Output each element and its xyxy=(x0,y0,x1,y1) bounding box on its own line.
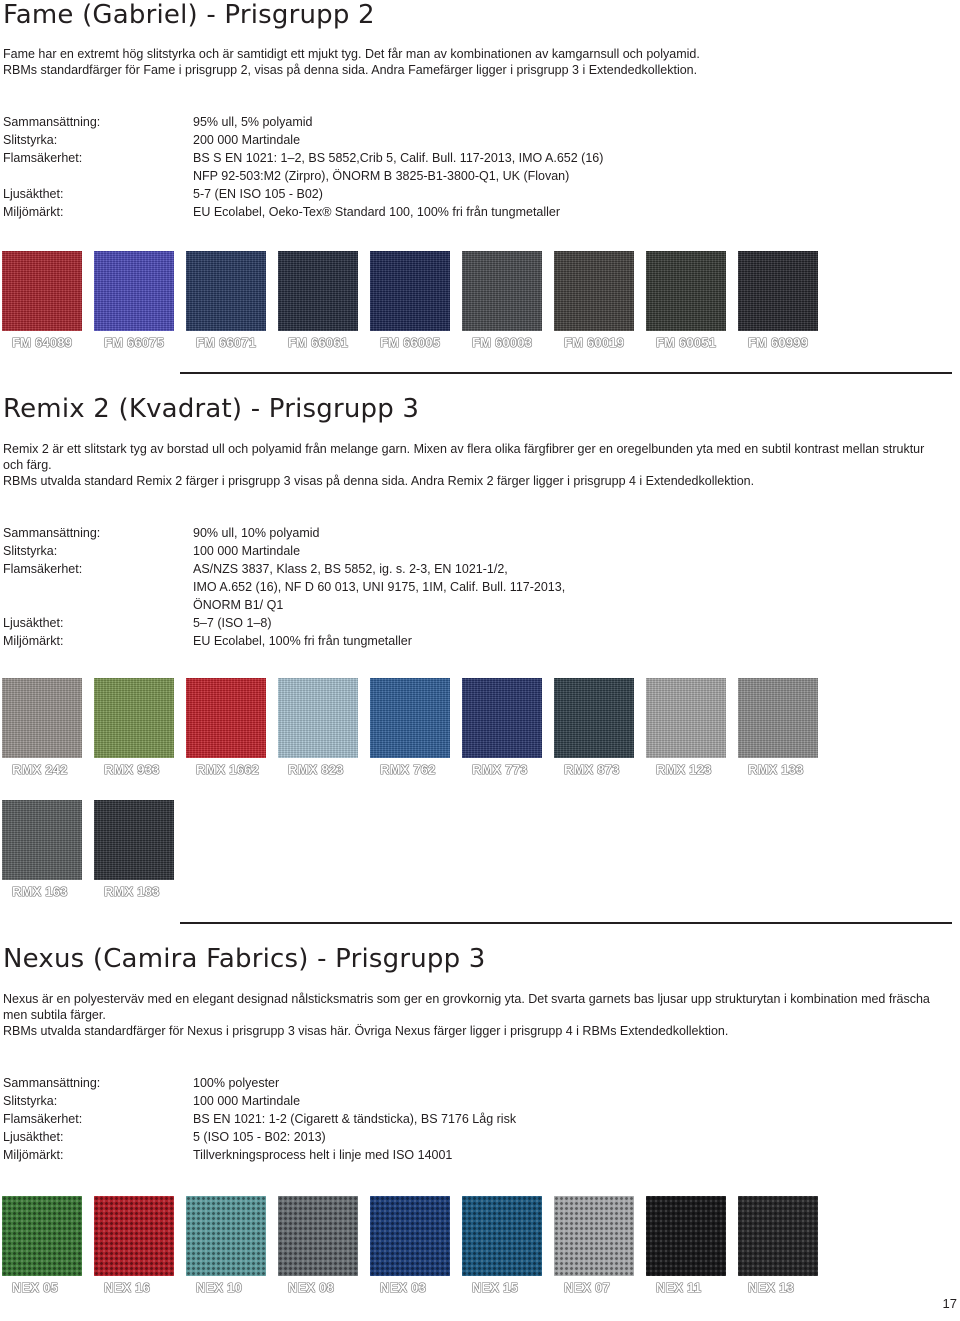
swatch-color xyxy=(646,678,726,758)
spec-value xyxy=(193,149,943,185)
spec-value xyxy=(193,113,943,131)
spec-value xyxy=(193,1128,943,1146)
swatch-color xyxy=(2,251,82,331)
spec-value xyxy=(193,560,943,614)
spec-label: Ljusäkthet: xyxy=(3,1130,64,1144)
swatch-color xyxy=(554,251,634,331)
spec-label: Sammansättning: xyxy=(3,1076,101,1090)
fabric-swatch xyxy=(94,1196,174,1295)
spec-value-line: BS EN 1021: 1-2 (Cigarett & tändsticka), BS 7176 Låg risk xyxy=(193,1112,517,1126)
swatch-code: RMX 183 xyxy=(104,884,160,899)
fabric-swatch xyxy=(94,678,174,777)
spec-value-line: 100 000 Martindale xyxy=(193,1094,301,1108)
swatch-code: RMX 823 xyxy=(288,762,344,777)
swatch-code: NEX 15 xyxy=(472,1280,519,1295)
spec-label: Slitstyrka: xyxy=(3,133,58,147)
fabric-swatch xyxy=(186,1196,266,1295)
swatch-color xyxy=(278,678,358,758)
swatch-code: RMX 773 xyxy=(472,762,528,777)
spec-row xyxy=(3,1092,943,1110)
spec-value xyxy=(193,185,943,203)
fabric-swatch xyxy=(278,1196,358,1295)
swatch-code: FM 66075 xyxy=(104,335,165,350)
swatch-color xyxy=(94,800,174,880)
spec-value-line: 5–7 (ISO 1–8) xyxy=(193,616,272,630)
spec-row xyxy=(3,542,943,560)
spec-value-line: ÖNORM B1/ Q1 xyxy=(193,598,284,612)
spec-label: Flamsäkerhet: xyxy=(3,1112,83,1126)
spec-label: Miljömärkt: xyxy=(3,634,64,648)
spec-row xyxy=(3,560,943,614)
swatch-code: RMX 1662 xyxy=(196,762,260,777)
spec-value-line: AS/NZS 3837, Klass 2, BS 5852, ig. s. 2-3, EN 1021-1/2, xyxy=(193,562,508,576)
swatch-code: NEX 08 xyxy=(288,1280,335,1295)
page-number: 17 xyxy=(942,1296,957,1311)
remix-title: Remix 2 (Kvadrat) - Prisgrupp 3 xyxy=(3,394,420,424)
swatch-color xyxy=(646,251,726,331)
swatch-color xyxy=(186,1196,266,1276)
fabric-swatch xyxy=(2,800,82,899)
swatch-code: NEX 07 xyxy=(564,1280,611,1295)
swatch-color xyxy=(370,678,450,758)
spec-label: Slitstyrka: xyxy=(3,544,58,558)
swatch-code: FM 60019 xyxy=(564,335,625,350)
spec-value xyxy=(193,203,943,221)
spec-value-line: 5-7 (EN ISO 105 - B02) xyxy=(193,187,323,201)
fabric-swatch xyxy=(554,1196,634,1295)
spec-value xyxy=(193,1092,943,1110)
fabric-swatch xyxy=(646,251,726,350)
spec-label: Flamsäkerhet: xyxy=(3,562,83,576)
fabric-swatch xyxy=(646,1196,726,1295)
swatch-color xyxy=(278,251,358,331)
nexus-specs xyxy=(3,1074,943,1164)
spec-label: Ljusäkthet: xyxy=(3,187,64,201)
swatch-code: NEX 05 xyxy=(12,1280,59,1295)
swatch-color xyxy=(2,678,82,758)
fame-desc-line: Fame har en extremt hög slitstyrka och är samtidigt ett mjukt tyg. Det får man av kombinationen av kamgarnsull och polyamid. xyxy=(3,47,700,61)
section-divider xyxy=(180,922,952,924)
fabric-swatch xyxy=(2,1196,82,1295)
swatch-code: FM 66005 xyxy=(380,335,441,350)
swatch-code: FM 60003 xyxy=(472,335,533,350)
fame-title: Fame (Gabriel) - Prisgrupp 2 xyxy=(3,0,375,30)
swatch-code: FM 60051 xyxy=(656,335,717,350)
fame-desc-line: RBMs standardfärger för Fame i prisgrupp 2, visas på denna sida. Andra Famefärger ligger i prisgrupp 3 i Extendedkollektion. xyxy=(3,63,698,77)
fabric-swatch xyxy=(462,678,542,777)
spec-label: Flamsäkerhet: xyxy=(3,151,83,165)
swatch-code: NEX 11 xyxy=(656,1280,702,1295)
fabric-swatch xyxy=(738,251,818,350)
spec-row xyxy=(3,614,943,632)
fame-specs xyxy=(3,113,943,221)
swatch-code: FM 66071 xyxy=(196,335,257,350)
fabric-swatch xyxy=(278,678,358,777)
swatch-color xyxy=(462,678,542,758)
swatch-color xyxy=(278,1196,358,1276)
swatch-code: RMX 163 xyxy=(12,884,68,899)
spec-row xyxy=(3,524,943,542)
swatch-color xyxy=(554,678,634,758)
spec-label: Sammansättning: xyxy=(3,115,101,129)
spec-row xyxy=(3,185,943,203)
swatch-code: FM 66061 xyxy=(288,335,349,350)
swatch-code: RMX 762 xyxy=(380,762,436,777)
swatch-code: RMX 123 xyxy=(656,762,712,777)
spec-value xyxy=(193,524,943,542)
swatch-code: RMX 133 xyxy=(748,762,804,777)
swatch-color xyxy=(2,800,82,880)
swatch-code: NEX 13 xyxy=(748,1280,795,1295)
fabric-swatch xyxy=(462,251,542,350)
swatch-color xyxy=(94,251,174,331)
swatch-color xyxy=(462,251,542,331)
spec-row xyxy=(3,1074,943,1092)
swatch-color xyxy=(186,251,266,331)
swatch-color xyxy=(2,1196,82,1276)
spec-value xyxy=(193,1074,943,1092)
spec-label: Miljömärkt: xyxy=(3,1148,64,1162)
spec-value xyxy=(193,614,943,632)
nexus-title: Nexus (Camira Fabrics) - Prisgrupp 3 xyxy=(3,944,486,974)
swatch-color xyxy=(370,1196,450,1276)
fabric-swatch xyxy=(738,1196,818,1295)
swatch-color xyxy=(738,1196,818,1276)
swatch-color xyxy=(554,1196,634,1276)
spec-value-line: Tillverkningsprocess helt i linje med ISO 14001 xyxy=(193,1148,453,1162)
section-divider xyxy=(180,372,952,374)
fabric-swatch xyxy=(2,678,82,777)
remix-desc-line: Remix 2 är ett slitstark tyg av borstad ull och polyamid från melange garn. Mixen av flera olika färgfibrer ger en oregelbunden yta med en subtil kontrast mellan struktur och färg. xyxy=(3,442,925,472)
remix-description xyxy=(3,441,943,489)
spec-value-line: 90% ull, 10% polyamid xyxy=(193,526,320,540)
fabric-swatch xyxy=(738,678,818,777)
fabric-swatch xyxy=(186,251,266,350)
fabric-swatch xyxy=(554,251,634,350)
fabric-swatch xyxy=(186,678,266,777)
spec-value-line: 5 (ISO 105 - B02: 2013) xyxy=(193,1130,326,1144)
spec-value xyxy=(193,1110,943,1128)
spec-row xyxy=(3,203,943,221)
swatch-code: NEX 16 xyxy=(104,1280,151,1295)
spec-value-line: 100 000 Martindale xyxy=(193,544,301,558)
spec-row xyxy=(3,113,943,131)
spec-value-line: EU Ecolabel, 100% fri från tungmetaller xyxy=(193,634,412,648)
spec-label: Miljömärkt: xyxy=(3,205,64,219)
remix-specs xyxy=(3,524,943,650)
spec-row xyxy=(3,131,943,149)
swatch-color xyxy=(462,1196,542,1276)
spec-value-line: BS S EN 1021: 1–2, BS 5852,Crib 5, Calif. Bull. 117-2013, IMO A.652 (16) xyxy=(193,151,604,165)
remix-desc-line: RBMs utvalda standard Remix 2 färger i prisgrupp 3 visas på denna sida. Andra Remix 2 färger ligger i prisgrupp 4 i Extendedkollektion. xyxy=(3,474,755,488)
spec-row xyxy=(3,1146,943,1164)
spec-value-line: IMO A.652 (16), NF D 60 013, UNI 9175, 1IM, Calif. Bull. 117-2013, xyxy=(193,580,566,594)
spec-row xyxy=(3,1110,943,1128)
fabric-swatch xyxy=(94,251,174,350)
spec-label: Ljusäkthet: xyxy=(3,616,64,630)
swatch-code: NEX 03 xyxy=(380,1280,427,1295)
swatch-code: RMX 933 xyxy=(104,762,160,777)
swatch-color xyxy=(738,678,818,758)
spec-value xyxy=(193,131,943,149)
spec-value-line: 100% polyester xyxy=(193,1076,280,1090)
spec-value-line: 200 000 Martindale xyxy=(193,133,301,147)
fabric-swatch xyxy=(370,1196,450,1295)
swatch-code: NEX 10 xyxy=(196,1280,243,1295)
spec-value-line: EU Ecolabel, Oeko-Tex® Standard 100, 100% fri från tungmetaller xyxy=(193,205,561,219)
fabric-swatch xyxy=(554,678,634,777)
swatch-color xyxy=(94,1196,174,1276)
spec-value xyxy=(193,632,943,650)
nexus-desc-line: RBMs utvalda standardfärger för Nexus i prisgrupp 3 visas här. Övriga Nexus färger ligger i prisgrupp 4 i RBMs Extendedkollektion. xyxy=(3,1024,729,1038)
swatch-color xyxy=(738,251,818,331)
spec-value-line: NFP 92-503:M2 (Zirpro), ÖNORM B 3825-B1-3800-Q1, UK (Flovan) xyxy=(193,169,570,183)
spec-value-line: 95% ull, 5% polyamid xyxy=(193,115,313,129)
fabric-swatch xyxy=(370,251,450,350)
spec-label: Sammansättning: xyxy=(3,526,101,540)
spec-row xyxy=(3,1128,943,1146)
swatch-code: FM 60999 xyxy=(748,335,809,350)
swatch-color xyxy=(370,251,450,331)
swatch-color xyxy=(94,678,174,758)
spec-row xyxy=(3,149,943,185)
fame-description xyxy=(3,46,943,78)
fabric-swatch xyxy=(646,678,726,777)
fabric-swatch xyxy=(94,800,174,899)
spec-value xyxy=(193,1146,943,1164)
spec-row xyxy=(3,632,943,650)
swatch-color xyxy=(186,678,266,758)
spec-label: Slitstyrka: xyxy=(3,1094,58,1108)
swatch-code: FM 64089 xyxy=(12,335,73,350)
nexus-description xyxy=(3,991,943,1039)
fabric-swatch xyxy=(278,251,358,350)
fabric-swatch xyxy=(462,1196,542,1295)
fabric-swatch xyxy=(370,678,450,777)
fabric-swatch xyxy=(2,251,82,350)
swatch-color xyxy=(646,1196,726,1276)
swatch-code: RMX 873 xyxy=(564,762,620,777)
nexus-desc-line: Nexus är en polyesterväv med en elegant designad nålsticksmatris som ger en grovkornig yta. Det svarta garnets bas ljusar upp strukturytan i kombination med fräscha men subtila färger. xyxy=(3,992,930,1022)
spec-value xyxy=(193,542,943,560)
swatch-code: RMX 242 xyxy=(12,762,68,777)
